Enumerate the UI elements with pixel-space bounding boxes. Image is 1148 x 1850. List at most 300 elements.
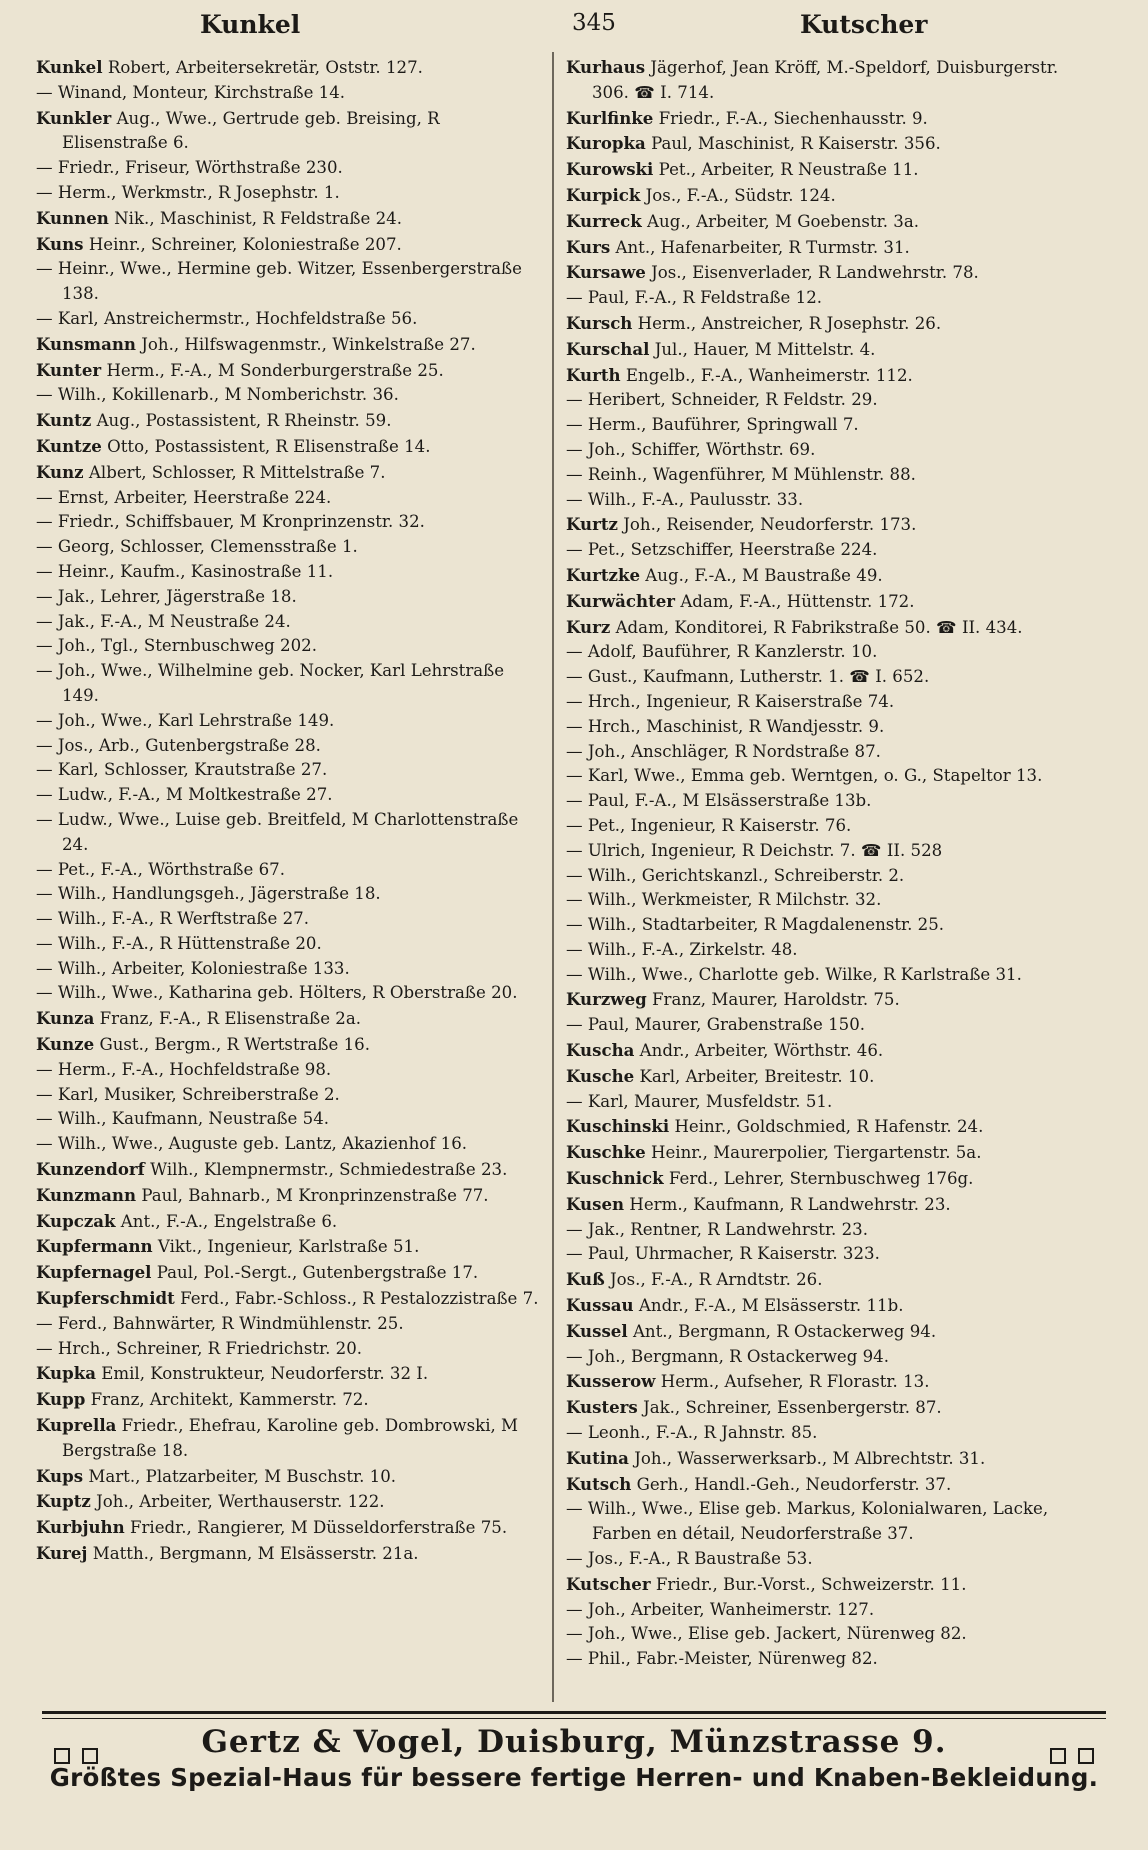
entry-surname: Kupczak: [36, 1210, 116, 1231]
right-column: [566, 55, 1076, 1705]
entry-details: Gerh., Handl.-Geh., Neudorferstr. 37.: [636, 1474, 952, 1494]
entry-surname: Kurlfinke: [566, 107, 654, 128]
directory-entry: [566, 337, 1076, 363]
directory-entry: [36, 932, 540, 957]
directory-entry: [36, 1058, 540, 1083]
directory-entry: [36, 758, 540, 783]
entry-details: Joh., Hilfswagenmstr., Winkelstraße 27.: [141, 334, 476, 354]
directory-entry: [36, 486, 540, 511]
directory-entry: [36, 1183, 540, 1209]
entry-details: — Paul, F.-A., M Elsässerstraße 13b.: [566, 791, 872, 811]
directory-entry: [36, 510, 540, 535]
directory-entry: [36, 535, 540, 560]
entry-details: Ant., F.-A., Engelstraße 6.: [120, 1211, 338, 1231]
directory-entry: [566, 463, 1076, 488]
entry-surname: Kupp: [36, 1389, 86, 1410]
directory-entry: [36, 858, 540, 883]
directory-entry: [36, 307, 540, 332]
entry-surname: Kuß: [566, 1269, 605, 1290]
directory-entry: [566, 1345, 1076, 1370]
directory-entry: [36, 1286, 540, 1312]
directory-entry: [566, 538, 1076, 563]
entry-details: — Gust., Kaufmann, Lutherstr. 1. ☎ I. 652.: [566, 667, 930, 687]
entry-details: — Wilh., F.-A., Zirkelstr. 48.: [566, 939, 798, 959]
entry-details: — Jak., Lehrer, Jägerstraße 18.: [36, 586, 297, 606]
entry-surname: Kurtzke: [566, 564, 641, 585]
directory-entry: [36, 55, 540, 81]
directory-entry: [36, 1032, 540, 1058]
entry-details: Vikt., Ingenieur, Karlstraße 51.: [157, 1237, 420, 1257]
entry-surname: Kurz: [566, 616, 611, 637]
directory-entry: [36, 1132, 540, 1157]
entry-details: — Wilh., Wwe., Katharina geb. Hölters, R Oberstraße 20.: [36, 983, 518, 1003]
entry-details: — Wilh., Wwe., Auguste geb. Lantz, Akazienhof 16.: [36, 1134, 468, 1154]
entry-details: Robert, Arbeitersekretär, Oststr. 127.: [107, 58, 423, 77]
entry-details: Otto, Postassistent, R Elisenstraße 14.: [107, 436, 431, 456]
entry-details: Aug., F.-A., M Baustraße 49.: [645, 565, 883, 585]
directory-entry: [36, 408, 540, 434]
directory-entry: [566, 589, 1076, 615]
entry-details: — Pet., F.-A., Wörthstraße 67.: [36, 859, 286, 879]
entry-surname: Kussel: [566, 1320, 628, 1341]
entry-surname: Kursch: [566, 312, 633, 333]
entry-surname: Kuropka: [566, 133, 646, 154]
entry-details: — Ludw., Wwe., Luise geb. Breitfeld, M Charlottenstraße 24.: [36, 809, 524, 854]
entry-details: Friedr., F.-A., Siechenhausstr. 9.: [658, 108, 928, 128]
entry-details: — Paul, Maurer, Grabenstraße 150.: [566, 1015, 866, 1035]
entry-surname: Kupfermann: [36, 1236, 153, 1257]
entry-surname: Kunsmann: [36, 333, 136, 354]
entry-surname: Kusen: [566, 1193, 625, 1214]
entry-details: Mart., Platzarbeiter, M Buschstr. 10.: [88, 1466, 397, 1486]
entry-surname: Kuschnick: [566, 1168, 664, 1189]
directory-entry: [566, 209, 1076, 235]
entry-surname: Kurschal: [566, 338, 650, 359]
directory-entry: [36, 659, 540, 709]
header-right-word: Kutscher: [800, 10, 928, 39]
entry-details: — Ernst, Arbeiter, Heerstraße 224.: [36, 487, 332, 507]
entry-details: Jak., Schreiner, Essenbergerstr. 87.: [643, 1398, 942, 1418]
entry-surname: Kursawe: [566, 262, 646, 283]
entry-surname: Kutsch: [566, 1473, 632, 1494]
directory-entry: [566, 1421, 1076, 1446]
entry-details: — Joh., Wwe., Karl Lehrstraße 149.: [36, 710, 335, 730]
directory-entry: [36, 1260, 540, 1286]
directory-entry: [36, 156, 540, 181]
entry-details: Pet., Arbeiter, R Neustraße 11.: [658, 160, 919, 180]
entry-details: Franz, F.-A., R Elisenstraße 2a.: [99, 1009, 362, 1029]
entry-details: — Herm., Werkmstr., R Josephstr. 1.: [36, 182, 340, 202]
ad-slogan: Größtes Spezial-Haus für bessere fertige Herren- und Knaben-Bekleidung.: [49, 1763, 1099, 1792]
directory-entry: [36, 106, 540, 157]
entry-surname: Kurwächter: [566, 590, 676, 611]
entry-details: — Hrch., Ingenieur, R Kaiserstraße 74.: [566, 691, 895, 711]
entry-details: — Joh., Tgl., Sternbuschweg 202.: [36, 636, 317, 656]
entry-details: Paul, Pol.-Sergt., Gutenbergstraße 17.: [156, 1263, 479, 1283]
entry-details: Herm., Aufseher, R Florastr. 13.: [660, 1372, 930, 1392]
entry-surname: Kurth: [566, 364, 621, 385]
entry-surname: Kutina: [566, 1447, 629, 1468]
entry-details: — Reinh., Wagenführer, M Mühlenstr. 88.: [566, 464, 916, 484]
entry-surname: Kusters: [566, 1397, 638, 1418]
entry-details: — Wilh., Wwe., Charlotte geb. Wilke, R Karlstraße 31.: [566, 964, 1022, 984]
entry-details: — Wilh., Arbeiter, Koloniestraße 133.: [36, 958, 350, 978]
entry-surname: Kuns: [36, 233, 84, 254]
entry-details: Aug., Arbeiter, M Goebenstr. 3a.: [647, 211, 920, 231]
entry-details: Aug., Wwe., Gertrude geb. Breising, R Elisenstraße 6.: [62, 108, 445, 153]
entry-details: — Paul, Uhrmacher, R Kaiserstr. 323.: [566, 1244, 880, 1264]
entry-surname: Kunza: [36, 1008, 95, 1029]
directory-entry: [36, 81, 540, 106]
entry-surname: Kuschke: [566, 1142, 646, 1163]
column-divider: [552, 52, 554, 1702]
directory-entry: [566, 1140, 1076, 1166]
entry-details: Ant., Hafenarbeiter, R Turmstr. 31.: [615, 237, 910, 257]
directory-entry: [36, 585, 540, 610]
entry-details: — Joh., Wwe., Elise geb. Jackert, Nürenweg 82.: [566, 1624, 967, 1644]
entry-details: Wilh., Klempnermstr., Schmiedestraße 23.: [150, 1160, 508, 1180]
entry-details: Andr., F.-A., M Elsässerstr. 11b.: [638, 1296, 904, 1316]
page-number: 345: [572, 10, 616, 36]
directory-entry: [566, 1218, 1076, 1243]
entry-surname: Kupferschmidt: [36, 1288, 175, 1309]
entry-details: — Joh., Schiffer, Wörthstr. 69.: [566, 439, 816, 459]
entry-details: Herm., Anstreicher, R Josephstr. 26.: [637, 313, 942, 333]
entry-details: — Pet., Setzschiffer, Heerstraße 224.: [566, 540, 878, 560]
entry-details: Ant., Bergmann, R Ostackerweg 94.: [632, 1321, 937, 1341]
entry-details: Joh., Reisender, Neudorferstr. 173.: [623, 515, 917, 535]
entry-details: Heinr., Schreiner, Koloniestraße 207.: [88, 234, 402, 254]
entry-details: — Heinr., Wwe., Hermine geb. Witzer, Essenbergerstraße 138.: [36, 259, 528, 304]
entry-details: Ferd., Fabr.-Schloss., R Pestalozzistraße 7.: [180, 1289, 539, 1309]
entry-surname: Kuscha: [566, 1040, 635, 1061]
entry-details: — Jos., Arb., Gutenbergstraße 28.: [36, 735, 321, 755]
directory-entry: [566, 1598, 1076, 1623]
directory-entry: [566, 938, 1076, 963]
directory-entry: [36, 383, 540, 408]
directory-entry: [566, 814, 1076, 839]
entry-surname: Kurowski: [566, 159, 654, 180]
directory-entry: [36, 610, 540, 635]
directory-entry: [36, 1209, 540, 1235]
entry-details: — Leonh., F.-A., R Jahnstr. 85.: [566, 1423, 818, 1443]
directory-entry: [566, 438, 1076, 463]
entry-details: — Wilh., Werkmeister, R Milchstr. 32.: [566, 890, 882, 910]
directory-entry: [36, 1541, 540, 1567]
entry-details: — Pet., Ingenieur, R Kaiserstr. 76.: [566, 815, 852, 835]
entry-details: — Ulrich, Ingenieur, R Deichstr. 7. ☎ II. 528: [566, 840, 943, 860]
entry-details: — Phil., Fabr.-Meister, Nürenweg 82.: [566, 1649, 878, 1669]
entry-surname: Kunz: [36, 461, 84, 482]
directory-entry: [566, 1395, 1076, 1421]
directory-entry: [36, 434, 540, 460]
directory-entry: [566, 789, 1076, 814]
entry-details: — Karl, Wwe., Emma geb. Werntgen, o. G., Stapeltor 13.: [566, 766, 1043, 786]
directory-entry: [36, 1515, 540, 1541]
entry-details: Friedr., Bur.-Vorst., Schweizerstr. 11.: [655, 1574, 967, 1594]
entry-details: Karl, Arbeiter, Breitestr. 10.: [639, 1066, 875, 1086]
directory-entry: [566, 1572, 1076, 1598]
directory-entry: [566, 1166, 1076, 1192]
entry-details: — Joh., Anschläger, R Nordstraße 87.: [566, 741, 881, 761]
directory-entry: [566, 1038, 1076, 1064]
directory-entry: [36, 882, 540, 907]
directory-entry: [566, 488, 1076, 513]
entry-details: — Hrch., Schreiner, R Friedrichstr. 20.: [36, 1338, 363, 1358]
directory-entry: [36, 332, 540, 358]
left-column: [36, 55, 540, 1705]
entry-surname: Kuschinski: [566, 1116, 670, 1137]
directory-entry: [566, 183, 1076, 209]
directory-entry: [566, 715, 1076, 740]
entry-details: Engelb., F.-A., Wanheimerstr. 112.: [625, 365, 913, 385]
directory-entry: [566, 1013, 1076, 1038]
directory-entry: [36, 1107, 540, 1132]
directory-entry: [36, 783, 540, 808]
directory-entry: [566, 1319, 1076, 1345]
entry-details: Joh., Arbeiter, Werthauserstr. 122.: [96, 1492, 385, 1512]
entry-details: — Herm., Bauführer, Springwall 7.: [566, 415, 859, 435]
entry-details: Aug., Postassistent, R Rheinstr. 59.: [96, 411, 392, 431]
entry-details: — Friedr., Schiffsbauer, M Kronprinzenstr. 32.: [36, 512, 425, 532]
directory-entry: [566, 1293, 1076, 1319]
directory-entry: [566, 1497, 1076, 1547]
entry-details: — Karl, Schlosser, Krautstraße 27.: [36, 760, 328, 780]
entry-surname: Kupka: [36, 1363, 96, 1384]
entry-details: — Karl, Musiker, Schreiberstraße 2.: [36, 1084, 340, 1104]
entry-details: — Hrch., Maschinist, R Wandjesstr. 9.: [566, 716, 885, 736]
directory-entry: [566, 363, 1076, 389]
entry-details: — Wilh., Stadtarbeiter, R Magdalenenstr. 25.: [566, 915, 945, 935]
directory-entry: [36, 957, 540, 982]
directory-entry: [566, 131, 1076, 157]
entry-details: Ferd., Lehrer, Sternbuschweg 176g.: [668, 1169, 974, 1189]
entry-details: — Georg, Schlosser, Clemensstraße 1.: [36, 537, 358, 557]
directory-entry: [566, 888, 1076, 913]
entry-details: — Ferd., Bahnwärter, R Windmühlenstr. 25.: [36, 1313, 404, 1333]
entry-surname: Kusche: [566, 1065, 635, 1086]
directory-entry: [36, 206, 540, 232]
entry-surname: Kuntz: [36, 410, 92, 431]
entry-details: — Winand, Monteur, Kirchstraße 14.: [36, 82, 346, 102]
entry-details: Joh., Wasserwerksarb., M Albrechtstr. 31.: [634, 1448, 986, 1468]
entry-details: Franz, Maurer, Haroldstr. 75.: [652, 990, 900, 1010]
entry-details: Heinr., Maurerpolier, Tiergartenstr. 5a.: [650, 1143, 982, 1163]
entry-surname: Kunzmann: [36, 1184, 137, 1205]
directory-entry: [566, 1369, 1076, 1395]
directory-entry: [36, 358, 540, 384]
entry-details: — Ludw., F.-A., M Moltkestraße 27.: [36, 785, 333, 805]
directory-entry: [36, 1337, 540, 1362]
advertisement-banner: [40, 1720, 1108, 1764]
directory-entry: [566, 1622, 1076, 1647]
entry-surname: Kurbjuhn: [36, 1517, 125, 1538]
directory-entry: [36, 460, 540, 486]
entry-details: Friedr., Rangierer, M Düsseldorferstraße 75.: [129, 1518, 508, 1538]
entry-details: Jos., F.-A., R Arndtstr. 26.: [610, 1270, 823, 1290]
entry-surname: Kuprella: [36, 1415, 117, 1436]
footer-rule: [42, 1711, 1106, 1714]
entry-details: — Jak., F.-A., M Neustraße 24.: [36, 611, 291, 631]
entry-details: — Adolf, Bauführer, R Kanzlerstr. 10.: [566, 642, 878, 662]
entry-details: — Wilh., Gerichtskanzl., Schreiberstr. 2.: [566, 865, 905, 885]
entry-details: Friedr., Ehefrau, Karoline geb. Dombrowski, M Bergstraße 18.: [62, 1416, 524, 1460]
directory-entry: [566, 690, 1076, 715]
directory-entry: [36, 709, 540, 734]
directory-entry: [566, 1547, 1076, 1572]
entry-details: — Joh., Wwe., Wilhelmine geb. Nocker, Karl Lehrstraße 149.: [36, 661, 510, 705]
directory-entry: [566, 839, 1076, 864]
directory-entry: [36, 1464, 540, 1490]
directory-entry: [36, 907, 540, 932]
entry-details: — Joh., Bergmann, R Ostackerweg 94.: [566, 1346, 890, 1366]
entry-surname: Kunnen: [36, 207, 109, 228]
entry-surname: Kunkel: [36, 57, 103, 77]
entry-surname: Kurzweg: [566, 989, 647, 1010]
directory-entry: [566, 963, 1076, 988]
directory-entry: [36, 1157, 540, 1183]
entry-details: Herm., F.-A., M Sonderburgerstraße 25.: [106, 360, 444, 380]
entry-details: — Wilh., Kaufmann, Neustraße 54.: [36, 1109, 330, 1129]
directory-entry: [566, 1647, 1076, 1672]
entry-details: Emil, Konstrukteur, Neudorferstr. 32 I.: [101, 1364, 429, 1384]
entry-details: Jos., F.-A., Südstr. 124.: [645, 185, 836, 205]
entry-details: Herm., Kaufmann, R Landwehrstr. 23.: [629, 1194, 951, 1214]
directory-entry: [36, 560, 540, 585]
directory-entry: [36, 1083, 540, 1108]
directory-entry: [36, 1312, 540, 1337]
entry-details: Jos., Eisenverlader, R Landwehrstr. 78.: [651, 263, 979, 283]
entry-details: — Karl, Maurer, Musfeldstr. 51.: [566, 1091, 833, 1111]
directory-entry: [36, 1413, 540, 1464]
directory-entry: [36, 1006, 540, 1032]
entry-surname: Kuptz: [36, 1491, 91, 1512]
entry-details: Andr., Arbeiter, Wörthstr. 46.: [639, 1041, 884, 1061]
page-header: [40, 10, 1108, 46]
header-left-word: Kunkel: [200, 10, 301, 39]
entry-details: — Karl, Anstreichermstr., Hochfeldstraße 56.: [36, 308, 418, 328]
directory-entry: [566, 512, 1076, 538]
directory-entry: [566, 665, 1076, 690]
entry-details: — Jos., F.-A., R Baustraße 53.: [566, 1549, 813, 1569]
directory-entry: [566, 1446, 1076, 1472]
directory-entry: [566, 987, 1076, 1013]
entry-details: Adam, F.-A., Hüttenstr. 172.: [680, 591, 915, 611]
directory-entry: [566, 864, 1076, 889]
entry-details: — Herm., F.-A., Hochfeldstraße 98.: [36, 1059, 332, 1079]
entry-surname: Kusserow: [566, 1371, 656, 1392]
entry-surname: Kurej: [36, 1543, 88, 1564]
entry-surname: Kurhaus: [566, 57, 646, 77]
directory-entry: [566, 388, 1076, 413]
directory-entry: [36, 181, 540, 206]
ad-company-line: Gertz & Vogel, Duisburg, Münzstrasse 9.: [201, 1724, 947, 1760]
entry-details: Paul, Bahnarb., M Kronprinzenstraße 77.: [141, 1185, 489, 1205]
entry-details: Jul., Hauer, M Mittelstr. 4.: [654, 339, 876, 359]
entry-surname: Kussau: [566, 1295, 634, 1316]
directory-entry: [566, 913, 1076, 938]
entry-details: Adam, Konditorei, R Fabrikstraße 50. ☎ II. 434.: [615, 617, 1023, 637]
entry-details: — Wilh., F.-A., Paulusstr. 33.: [566, 489, 804, 509]
directory-entry: [36, 232, 540, 258]
directory-entry: [36, 1234, 540, 1260]
entry-details: — Wilh., F.-A., R Werftstraße 27.: [36, 909, 309, 929]
directory-entry: [36, 1361, 540, 1387]
directory-entry: [566, 640, 1076, 665]
directory-entry: [36, 1489, 540, 1515]
directory-entry: [566, 286, 1076, 311]
entry-details: Albert, Schlosser, R Mittelstraße 7.: [88, 462, 386, 482]
entry-surname: Kuntze: [36, 435, 102, 456]
entry-surname: Kunzendorf: [36, 1159, 145, 1180]
entry-details: Franz, Architekt, Kammerstr. 72.: [90, 1390, 369, 1410]
directory-entry: [566, 413, 1076, 438]
entry-surname: Kunter: [36, 359, 102, 380]
directory-entry: [566, 106, 1076, 132]
entry-details: — Joh., Arbeiter, Wanheimerstr. 127.: [566, 1599, 875, 1619]
entry-details: Paul, Maschinist, R Kaiserstr. 356.: [651, 134, 941, 154]
directory-entry: [566, 563, 1076, 589]
directory-entry: [566, 1064, 1076, 1090]
directory-entry: [566, 311, 1076, 337]
directory-entry: [566, 740, 1076, 765]
entry-details: Heinr., Goldschmied, R Hafenstr. 24.: [674, 1117, 984, 1137]
entry-surname: Kurreck: [566, 210, 642, 231]
entry-surname: Kups: [36, 1465, 84, 1486]
directory-entry: [566, 1114, 1076, 1140]
entry-surname: Kupfernagel: [36, 1262, 152, 1283]
entry-details: Gust., Bergm., R Wertstraße 16.: [99, 1035, 371, 1055]
entry-details: — Friedr., Friseur, Wörthstraße 230.: [36, 158, 343, 178]
entry-surname: Kunkler: [36, 107, 112, 128]
directory-entry: [566, 615, 1076, 641]
directory-entry: [566, 1472, 1076, 1498]
entry-details: Matth., Bergmann, M Elsässerstr. 21a.: [92, 1544, 419, 1564]
directory-entry: [566, 764, 1076, 789]
directory-entry: [566, 1192, 1076, 1218]
directory-entry: [36, 257, 540, 307]
directory-entry: [566, 1267, 1076, 1293]
directory-entry: [36, 634, 540, 659]
directory-entry: [36, 734, 540, 759]
entry-surname: Kurs: [566, 236, 611, 257]
directory-entry: [566, 55, 1076, 106]
entry-surname: Kurtz: [566, 514, 618, 535]
entry-details: Nik., Maschinist, R Feldstraße 24.: [114, 208, 402, 228]
entry-surname: Kunze: [36, 1034, 95, 1055]
directory-entry: [566, 260, 1076, 286]
entry-details: — Paul, F.-A., R Feldstraße 12.: [566, 288, 823, 308]
entry-details: — Wilh., Kokillenarb., M Nomberichstr. 36.: [36, 385, 399, 405]
directory-entry: [36, 808, 540, 858]
entry-details: — Wilh., F.-A., R Hüttenstraße 20.: [36, 933, 322, 953]
directory-entry: [566, 235, 1076, 261]
directory-entry: [566, 1090, 1076, 1115]
entry-surname: Kurpick: [566, 184, 641, 205]
entry-surname: Kutscher: [566, 1573, 651, 1594]
entry-details: Jägerhof, Jean Kröff, M.-Speldorf, Duisburgerstr. 306. ☎ I. 714.: [592, 58, 1064, 102]
directory-entry: [36, 1387, 540, 1413]
directory-entry: [566, 157, 1076, 183]
entry-details: — Wilh., Handlungsgeh., Jägerstraße 18.: [36, 884, 381, 904]
entry-details: — Heinr., Kaufm., Kasinostraße 11.: [36, 561, 334, 581]
entry-details: — Heribert, Schneider, R Feldstr. 29.: [566, 390, 878, 410]
footer-rule-thin: [42, 1718, 1106, 1719]
directory-entry: [566, 1242, 1076, 1267]
entry-details: — Jak., Rentner, R Landwehrstr. 23.: [566, 1219, 868, 1239]
entry-details: — Wilh., Wwe., Elise geb. Markus, Kolonialwaren, Lacke, Farben en détail, Neudorferstraße 37.: [566, 1499, 1054, 1544]
directory-entry: [36, 981, 540, 1006]
